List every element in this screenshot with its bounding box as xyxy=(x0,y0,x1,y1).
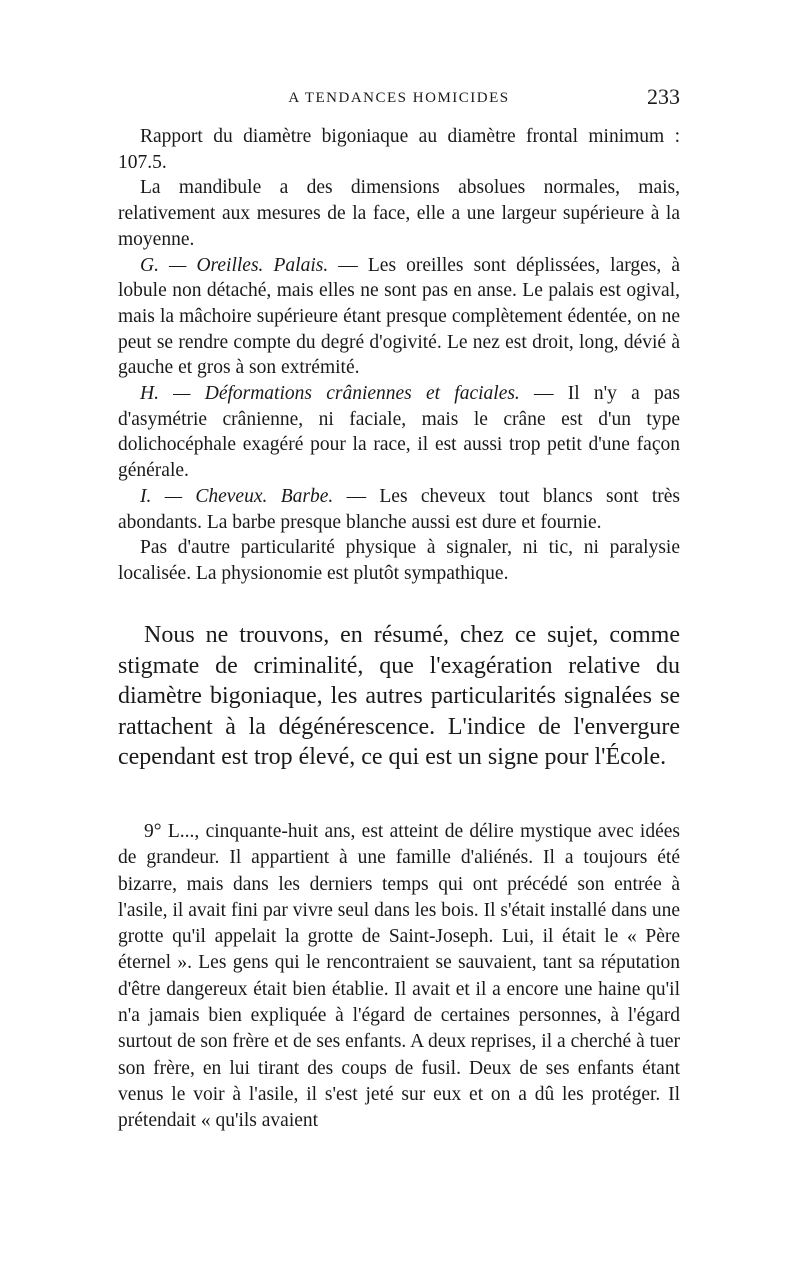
section-label-i: I. — Cheveux. Barbe. xyxy=(140,485,334,507)
paragraph-summary: Nous ne trouvons, en résumé, chez ce sujet, comme stigmate de criminalité, que l'exagération relative du diamètre bigoniaque, les autres particularités signalées se rattachent à la dégénérescence. L'indice de l'envergure cependant est trop élevé, ce qui est un signe pour l'École. xyxy=(118,622,680,770)
section-text-i: — Les cheveux tout blancs sont très abondants. La barbe presque blanche aussi est dure et fournie. xyxy=(118,485,680,533)
section-label-h: H. — Déformations crâniennes et faciales. xyxy=(140,383,520,405)
paragraph-hair-beard xyxy=(118,484,680,535)
section-text-g: — Les oreilles sont déplissées, larges, à lobule non détaché, mais elles ne sont pas en anse. Le palais est ogival, mais la mâchoire supérieure étant presque complètement édentée, on ne peut se rendre compte du degré d'ogivité. Le nez est droit, long, dévié à gauche et gros à son extrémité. xyxy=(118,254,680,379)
paragraph-mandible: La mandibule a des dimensions absolues normales, mais, relativement aux mesures de la face, elle a une largeur supérieure à la moyenne. xyxy=(118,177,680,250)
paragraph-physical: Pas d'autre particularité physique à signaler, ni tic, ni paralysie localisée. La physionomie est plutôt sympathique. xyxy=(118,537,680,584)
paragraph-ears-palate xyxy=(118,253,680,382)
page-number: 233 xyxy=(647,84,680,109)
small-text-section xyxy=(118,124,680,587)
running-title: A TENDANCES HOMICIDES xyxy=(288,90,510,106)
case-section xyxy=(118,819,680,1135)
paragraph-case-nine: 9° L..., cinquante-huit ans, est atteint de délire mystique avec idées de grandeur. Il appartient à une famille d'aliénés. Il a toujours été bizarre, mais dans les derniers temps qui ont précédé son entrée à l'asile, il avait fini par vivre seul dans les bois. Il s'était installé dans une grotte qu'il appelait la grotte de Saint-Joseph. Lui, il était le « Père éternel ». Les gens qui le rencontraient se sauvaient, tant sa réputation d'être dangereux était bien établie. Il avait et il a encore une haine qu'il n'a jamais bien expliquée à l'égard de certaines personnes, à l'égard surtout de son frère et de ses enfants. A deux reprises, il a cherché à tuer son frère, en lui tirant des coups de fusil. Deux de ses enfants étant venus le voir à l'asile, il s'est jeté sur eux et on a dû les protéger. Il prétendait « qu'ils avaient xyxy=(118,821,680,1132)
paragraph-ratio: Rapport du diamètre bigoniaque au diamètre frontal minimum : 107.5. xyxy=(118,126,680,173)
section-text-h: — Il n'y a pas d'asymétrie crânienne, ni faciale, mais le crâne est d'un type dolichocéphale exagéré pour la race, il est aussi trop petit d'une façon générale. xyxy=(118,383,680,482)
section-label-g: G. — Oreilles. Palais. xyxy=(140,254,329,276)
paragraph-deformations xyxy=(118,381,680,484)
running-head xyxy=(118,84,680,114)
summary-section xyxy=(118,620,680,773)
